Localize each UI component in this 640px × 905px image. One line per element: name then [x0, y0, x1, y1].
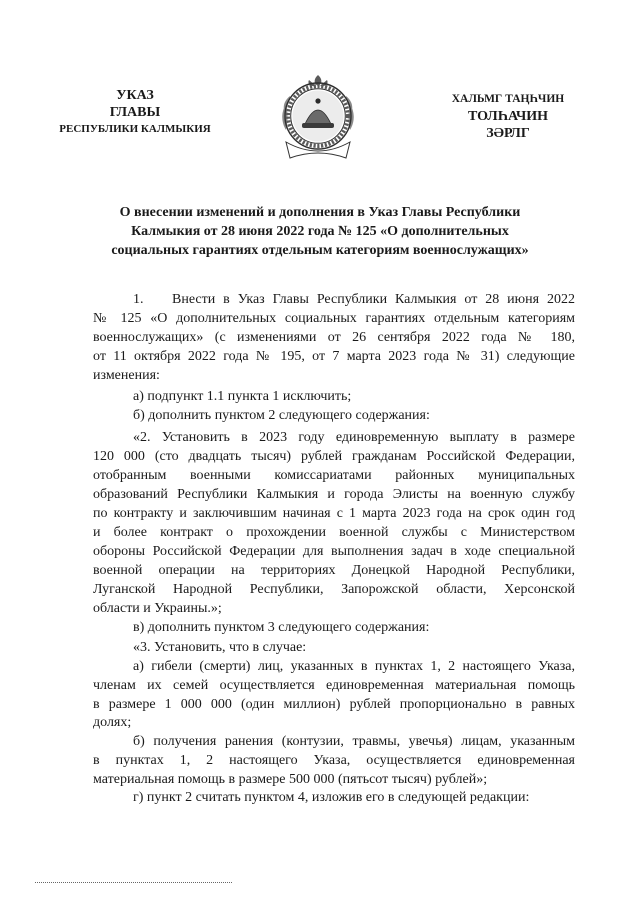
body-line: военной операции на территориях Донецкой Народной Республики,: [93, 563, 575, 578]
title-line: Калмыкия от 28 июня 2022 года № 125 «О дополнительных: [131, 224, 509, 239]
new-item-2-line: «2. Установить в 2023 году единовременную выплату в размере: [133, 430, 575, 445]
body-line: военнослужащих» (с изменениями от 26 сентября 2022 года № 180,: [93, 330, 575, 345]
body-line: изменения:: [93, 368, 160, 383]
body-line: Луганской Народной Республики, Запорожской области, Херсонской: [93, 582, 575, 597]
amendment-d-line: г) пункт 2 считать пунктом 4, изложив его в следующей редакции:: [133, 790, 530, 805]
document-title: [60, 203, 580, 260]
body-line: долях;: [93, 715, 132, 730]
header-left-block: [40, 87, 230, 138]
emblem-tassel: [315, 98, 320, 103]
kalmyk-header-line-1: ХАЛЬМГ ТАҢҺЧИН: [451, 93, 565, 105]
emblem-hat-brim: [302, 123, 334, 128]
amendment-c-line: в) дополнить пунктом 3 следующего содержания:: [133, 620, 430, 635]
body-line: обороны Российской Федерации для выполнения задач в ходе специальной: [93, 544, 575, 559]
subitem-b-line: б) получения ранения (контузии, травмы, увечья) лицам, указанным: [133, 734, 575, 749]
body-line: в размере 1 000 000 (один миллион) рублей пропорционально в равных: [93, 697, 575, 712]
kalmyk-header-line-3: ЗӘРЛГ: [486, 126, 530, 141]
body-line: отобранным военными комиссариатами районных муниципальных: [93, 468, 575, 483]
title-line: О внесении изменений и дополнения в Указ Главы Республики: [119, 205, 521, 220]
body-line: членам их семей осуществляется единовременная материальная помощь: [93, 678, 575, 693]
amendment-a-line: а) подпункт 1.1 пункта 1 исключить;: [133, 389, 352, 404]
body-line: от 11 октября 2022 года № 195, от 7 марта 2023 года № 31) следующие: [93, 349, 575, 364]
body-line: материальная помощь в размере 500 000 (пятьсот тысяч) рублей»;: [93, 772, 488, 787]
subitem-a-line: а) гибели (смерти) лиц, указанных в пунктах 1, 2 настоящего Указа,: [133, 659, 575, 674]
item-1-number: 1.: [133, 292, 144, 307]
body-line: области и Украины.»;: [93, 601, 222, 616]
new-item-3-line: «3. Установить, что в случае:: [133, 640, 307, 655]
head-label: ГЛАВЫ: [109, 105, 161, 120]
body-line: 120 000 (сто двадцать тысяч) рублей гражданам Российской Федерации,: [93, 449, 575, 464]
republic-label: РЕСПУБЛИКИ КАЛМЫКИЯ: [59, 123, 211, 135]
body-line-text: Внести в Указ Главы Республики Калмыкия от 28 июня 2022: [172, 292, 575, 307]
body-line: в пунктах 1, 2 настоящего Указа, осуществляется единовременная: [93, 753, 575, 768]
body-line: образований Республики Калмыкия и города Элисты на военную службу: [93, 487, 575, 502]
header-right-block: [420, 91, 596, 142]
body-line: № 125 «О дополнительных социальных гарантиях отдельным категориям: [93, 311, 575, 326]
body-line: и более контракт о прохождении военной службы с Министерством: [93, 525, 575, 540]
kalmykia-coat-of-arms-icon: [278, 74, 358, 162]
title-line: социальных гарантиях отдельным категориям военнослужащих»: [111, 243, 529, 258]
footer-dotted-rule: [35, 882, 232, 883]
kalmyk-header-line-2: ТОЛҺАЧИН: [467, 109, 549, 124]
amendment-b-line: б) дополнить пунктом 2 следующего содержания:: [133, 408, 430, 423]
item-1-line: [93, 290, 575, 309]
decree-label: УКАЗ: [116, 88, 154, 103]
body-line: по контракту и заключившим начиная с 1 марта 2023 года на срок один год: [93, 506, 575, 521]
